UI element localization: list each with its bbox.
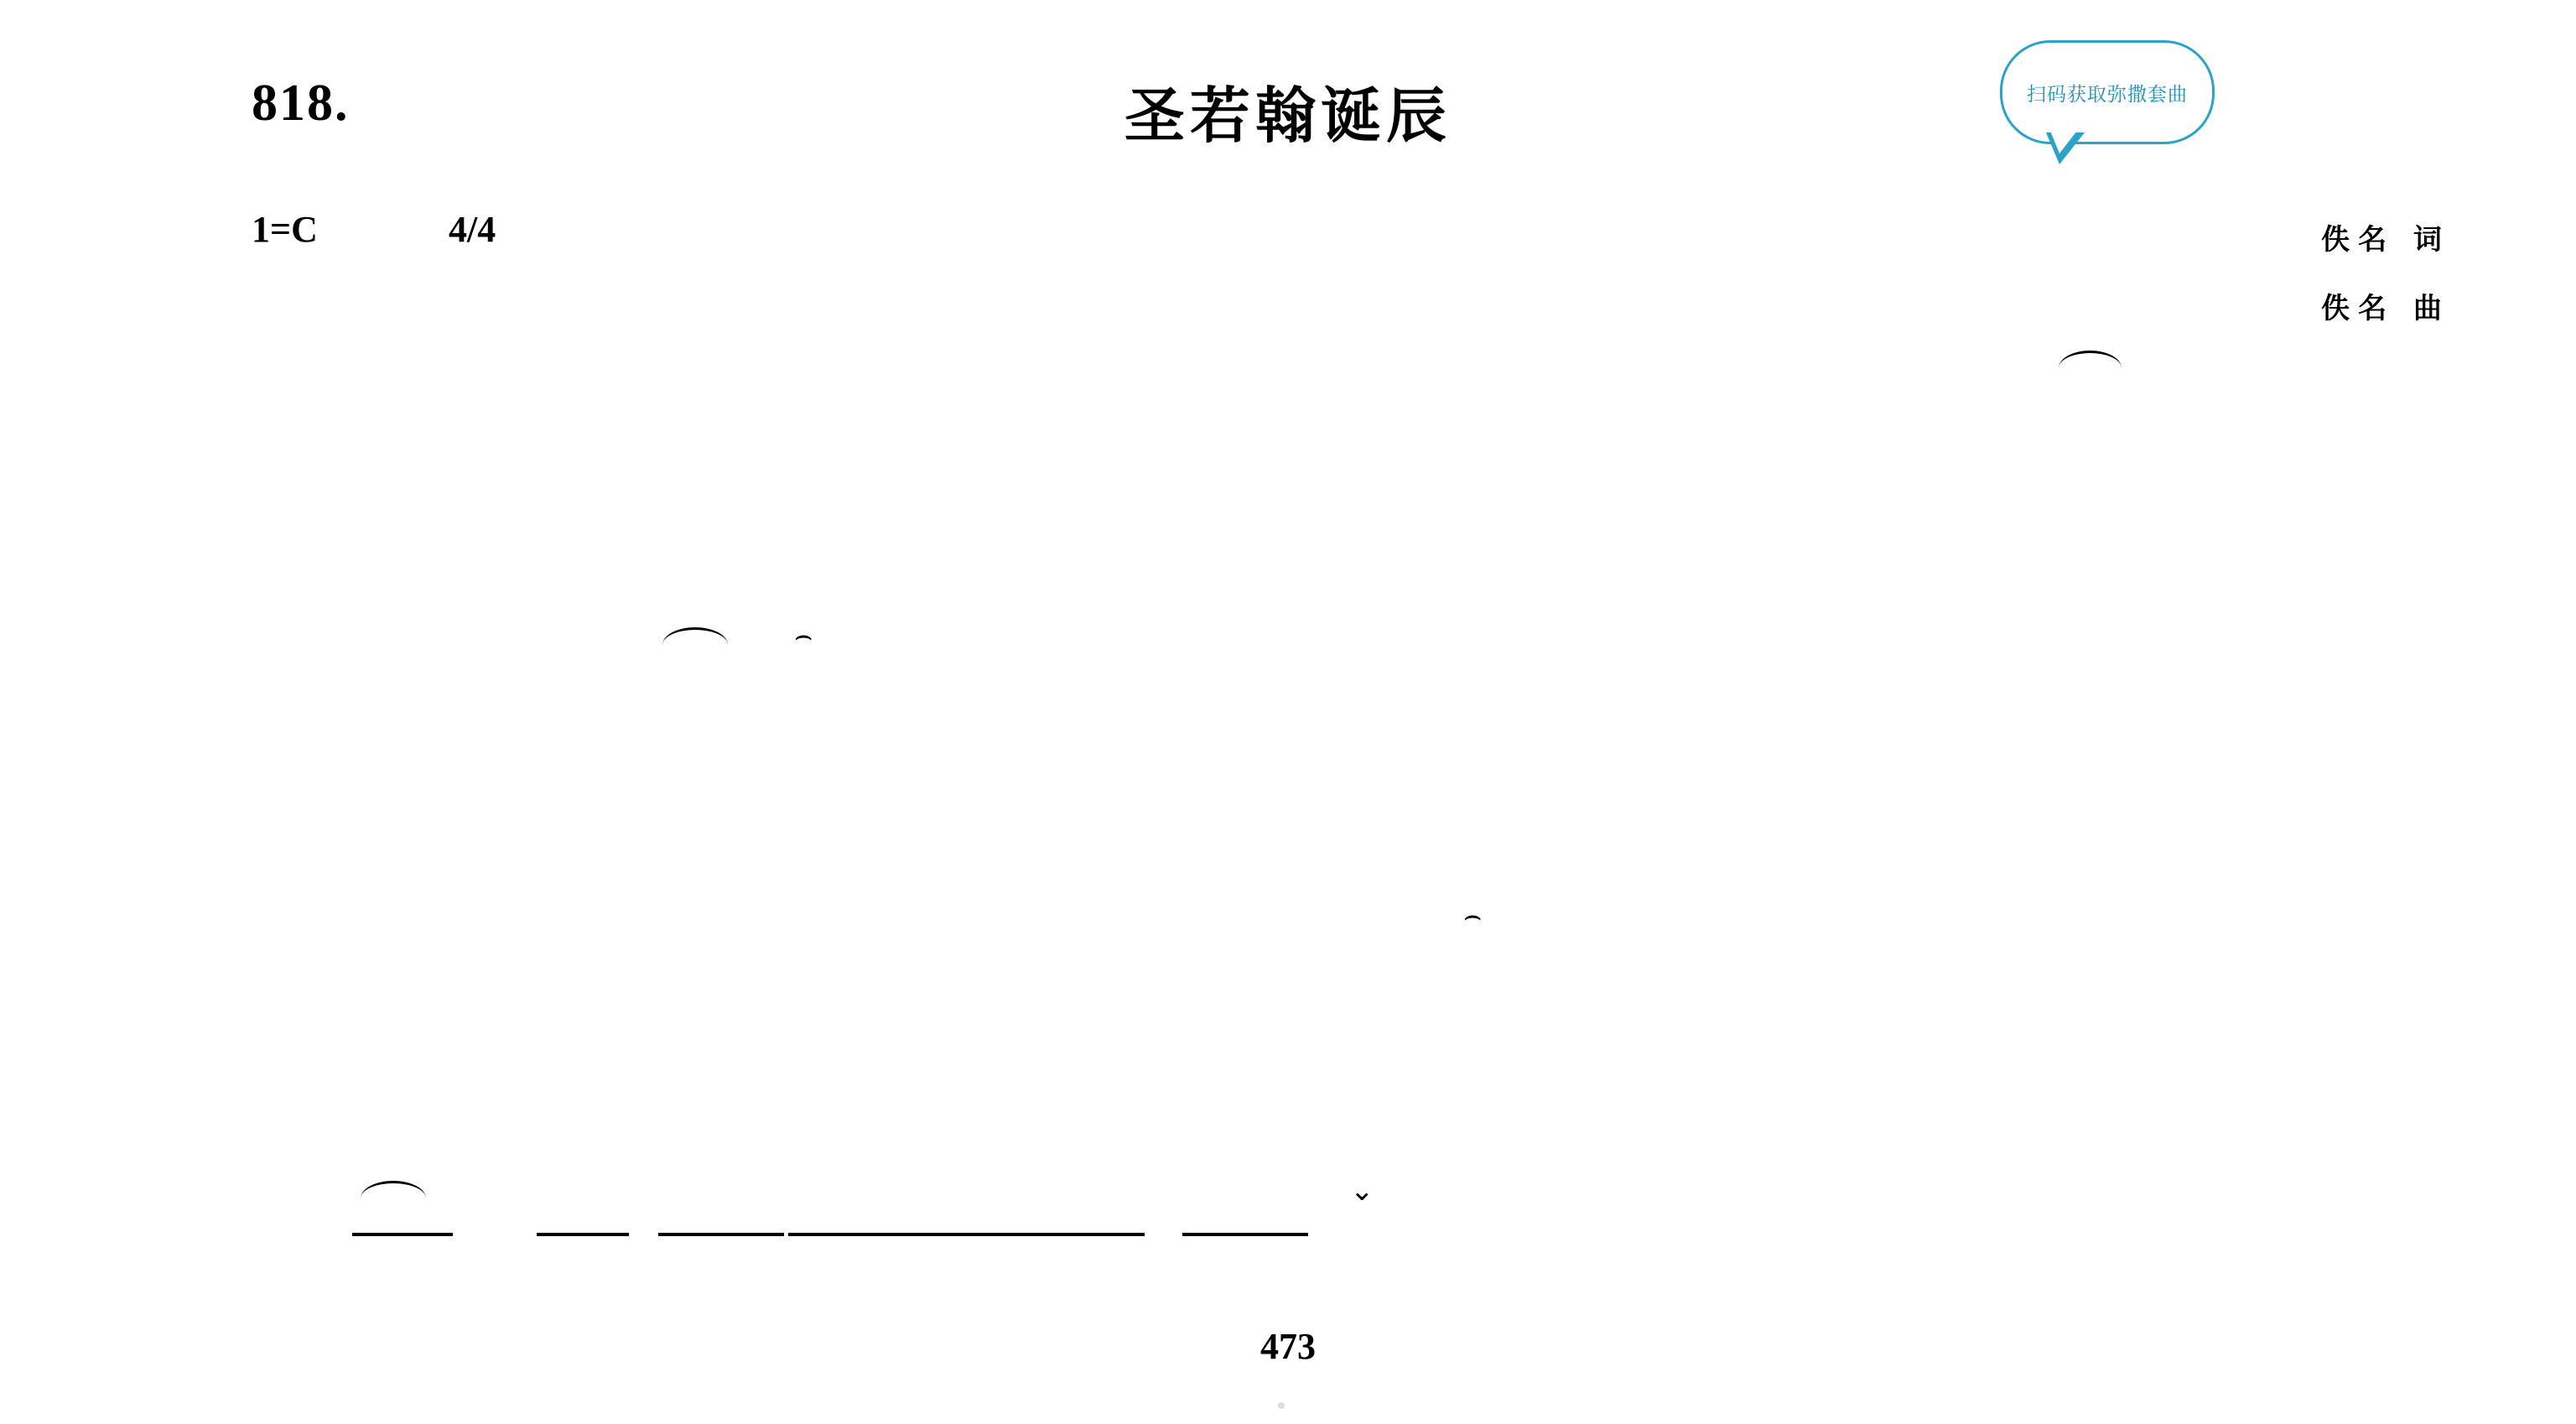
caesura-mark: ⌄ [1350,1174,1374,1208]
lyric-line [0,810,2576,867]
lyric-line [0,476,2576,533]
lyricist-credit: 佚名 词 [2321,223,2450,257]
lyric-line [0,1087,2576,1144]
composer-credit: 佚名 曲 [2321,292,2450,325]
callout-tail-icon [2046,133,2085,164]
note-row [0,906,2576,963]
score-system [0,906,2576,963]
page-title: 圣若翰诞辰 [1124,80,1452,151]
beam-line [658,1233,784,1236]
scan-callout-text: 扫码获取弥撒套曲 [2027,83,2188,106]
lyric-line [0,1030,2576,1087]
score-system [0,629,2576,686]
score-system [0,352,2576,409]
beam-line [352,1233,453,1236]
time-signature: 4/4 [449,209,496,250]
song-number: 818. [252,75,350,132]
lyric-line [0,1250,2576,1307]
beam-line [1019,1233,1145,1236]
beam-line [537,1233,629,1236]
note-row [0,629,2576,686]
beam-line [1182,1233,1308,1236]
beam-line [788,1233,914,1236]
lyric-line [0,973,2576,1030]
lyric-line [0,696,2576,753]
lyric-line [0,533,2576,590]
page-number: 473 [1260,1326,1316,1367]
fermata-mark: ⌢ [1463,899,1483,933]
lyric-line [0,753,2576,810]
fermata-mark: ⌢ [794,619,813,652]
scan-callout-bubble [2000,40,2215,144]
watermark-dot [1278,1402,1285,1409]
lyric-line [0,419,2576,476]
beam-line [906,1233,1031,1236]
qr-code-icon[interactable] [1702,42,1971,310]
key-signature: 1=C [252,209,318,250]
note-row [0,352,2576,409]
